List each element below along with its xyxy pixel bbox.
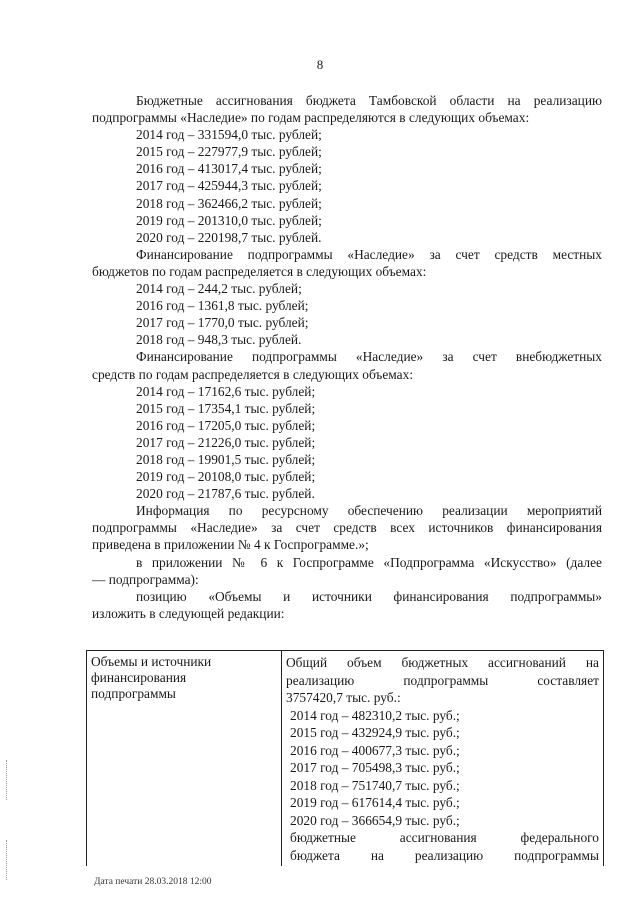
table-value-year-2017: 2017 год – 705498,3 тыс. руб.;	[290, 760, 460, 775]
table-label-line-1: Объемы и источники	[91, 654, 212, 669]
heritage-local-intro-line-2: бюджетов по годам распределяется в следующих объемах:	[92, 263, 427, 279]
heritage-budget-year-2020: 2020 год – 220198,7 тыс. рублей.	[136, 229, 322, 245]
heritage-extrabudget-year-2016: 2016 год – 17205,0 тыс. рублей;	[136, 417, 316, 433]
annex-paragraph	[92, 554, 602, 588]
table-label-line-3: подпрограммы	[91, 686, 176, 701]
heritage-budget-year-2016: 2016 год – 413017,4 тыс. рублей;	[136, 161, 322, 177]
heritage-local-year-2014: 2014 год – 244,2 тыс. рублей;	[136, 281, 302, 297]
funding-passport-table	[86, 650, 604, 866]
margin-scan-mark	[6, 760, 8, 800]
heritage-budget-intro-line-2: подпрограммы «Наследие» по годам распределяются в следующих объемах:	[92, 110, 530, 126]
table-value-intro-line-2: реализацию подпрограммы составляет	[286, 672, 599, 688]
info-paragraph-line-2: подпрограммы «Наследие» за счет средств всех источников финансирования	[92, 520, 602, 536]
heritage-local-section	[92, 246, 602, 349]
heritage-local-year-2017: 2017 год – 1770,0 тыс. рублей;	[136, 315, 309, 331]
heritage-extrabudget-year-2017: 2017 год – 21226,0 тыс. рублей;	[136, 434, 316, 450]
info-paragraph-line-3: приведена в приложении № 4 к Госпрограмме.»;	[92, 537, 369, 553]
table-label-line-2: финансирования	[91, 670, 187, 685]
table-value-year-2016: 2016 год – 400677,3 тыс. руб.;	[290, 742, 460, 758]
table-value-total: 3757420,7 тыс. руб.:	[286, 690, 401, 705]
table-row	[87, 651, 604, 867]
table-label-cell	[87, 651, 282, 867]
heritage-budget-year-2017: 2017 год – 425944,3 тыс. рублей;	[136, 178, 322, 194]
heritage-local-intro-line-1: Финансирование подпрограммы «Наследие» за счет средств местных	[136, 246, 602, 262]
heritage-local-year-2016: 2016 год – 1361,8 тыс. рублей;	[136, 298, 309, 314]
annex-paragraph-line-1: в приложении № 6 к Госпрограмме «Подпрограмма «Искусство» (далее	[136, 554, 602, 570]
table-value-tail-line-2: бюджета на реализацию подпрограммы	[290, 847, 599, 863]
heritage-extrabudget-intro-line-1: Финансирование подпрограммы «Наследие» за счет внебюджетных	[136, 349, 602, 365]
heritage-local-year-2018: 2018 год – 948,3 тыс. рублей.	[136, 332, 302, 348]
page-number: 8	[316, 57, 324, 72]
heritage-budget-year-2018: 2018 год – 362466,2 тыс. рублей;	[136, 195, 322, 211]
table-value-year-2020: 2020 год – 366654,9 тыс. руб.;	[290, 812, 460, 828]
heritage-budget-intro-line-1: Бюджетные ассигнования бюджета Тамбовской области на реализацию	[136, 93, 602, 108]
annex-paragraph-line-2: — подпрограмма):	[92, 571, 199, 587]
position-paragraph	[92, 588, 602, 622]
heritage-extrabudget-year-2015: 2015 год – 17354,1 тыс. рублей;	[136, 400, 316, 416]
table-value-cell	[282, 651, 604, 867]
heritage-extrabudget-year-2020: 2020 год – 21787,6 тыс. рублей.	[136, 486, 315, 502]
table-value-year-2014: 2014 год – 482310,2 тыс. руб.;	[290, 707, 460, 723]
margin-scan-mark	[6, 840, 8, 880]
heritage-extrabudget-intro-line-2: средств по годам распределяется в следующих объемах:	[92, 366, 414, 382]
document-body	[92, 92, 602, 622]
table-value-year-2015: 2015 год – 432924,9 тыс. руб.;	[290, 725, 460, 740]
heritage-extrabudget-section	[92, 348, 602, 502]
heritage-budget-year-2014: 2014 год – 331594,0 тыс. рублей;	[136, 127, 322, 143]
table-value-year-2019: 2019 год – 617614,4 тыс. руб.;	[290, 795, 460, 810]
heritage-extrabudget-year-2019: 2019 год – 20108,0 тыс. рублей;	[136, 469, 316, 485]
info-paragraph	[92, 502, 602, 553]
heritage-extrabudget-year-2018: 2018 год – 19901,5 тыс. рублей;	[136, 451, 316, 467]
position-paragraph-line-2: изложить в следующей редакции:	[92, 605, 285, 621]
heritage-budget-section	[92, 92, 602, 246]
heritage-budget-year-2015: 2015 год – 227977,9 тыс. рублей;	[136, 144, 322, 160]
print-date-footer: Дата печати 28.03.2018 12:00	[94, 877, 212, 887]
table-value-year-2018: 2018 год – 751740,7 тыс. руб.;	[290, 777, 460, 793]
table-value-intro-line-1: Общий объем бюджетных ассигнований на	[286, 655, 599, 670]
heritage-extrabudget-year-2014: 2014 год – 17162,6 тыс. рублей;	[136, 383, 316, 399]
position-paragraph-line-1: позицию «Объемы и источники финансирования подпрограммы»	[136, 588, 602, 604]
table-value-tail-line-1: бюджетные ассигнования федерального	[290, 830, 599, 845]
info-paragraph-line-1: Информация по ресурсному обеспечению реализации мероприятий	[136, 503, 602, 519]
heritage-budget-year-2019: 2019 год – 201310,0 тыс. рублей;	[136, 212, 322, 228]
